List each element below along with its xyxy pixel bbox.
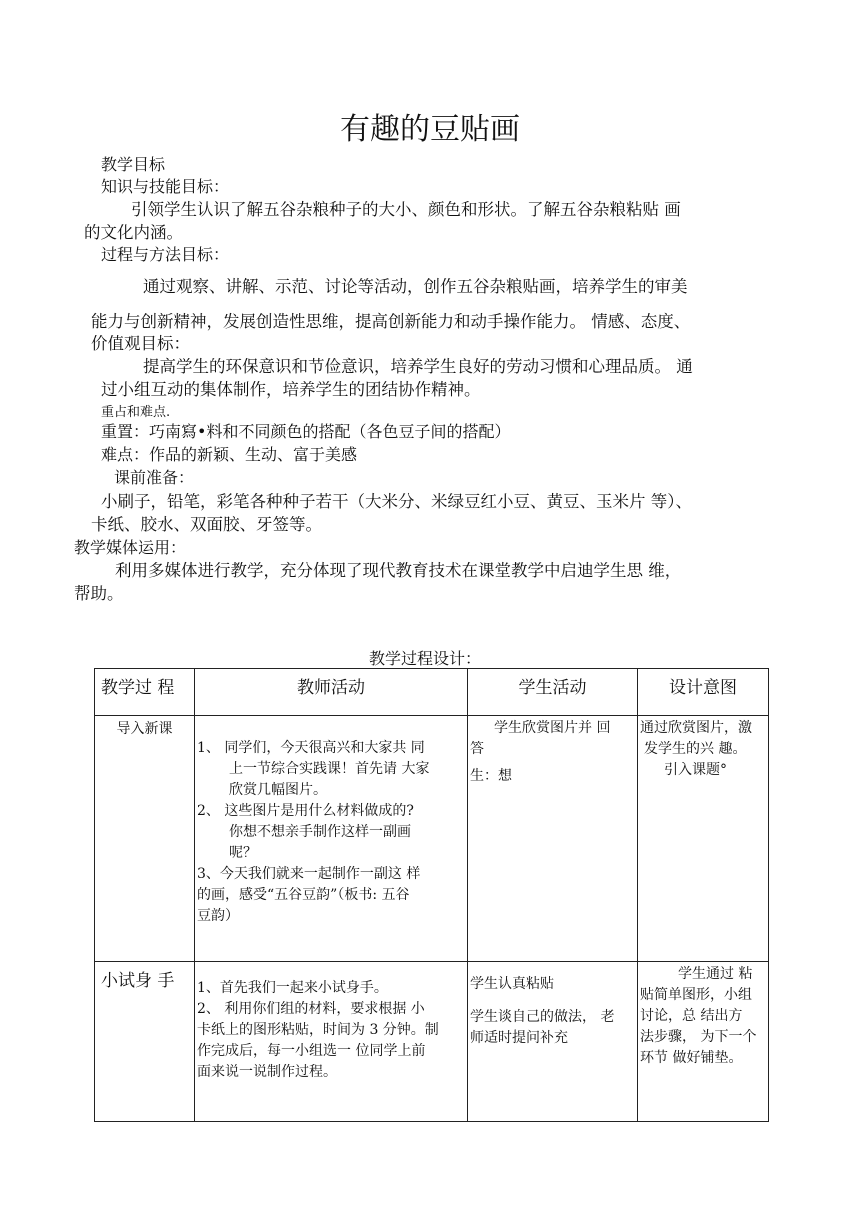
design-intent-cell — [638, 716, 769, 962]
teacher-line: 2、 这些图片是用什么材料做成的? — [197, 803, 414, 819]
teacher-line: 卡纸上的图形粘贴，时间为 3 分钟。制 — [197, 1022, 439, 1038]
teacher-line: 欣赏几幅图片。 — [229, 782, 327, 798]
student-line: 学生认真粘贴 — [470, 976, 554, 992]
intent-line: 法步骤， 为下一个 — [640, 1029, 757, 1045]
header-student-activity: 学生活动 — [468, 669, 638, 716]
intent-line: 发学生的兴 趣。 — [644, 741, 747, 757]
table-row — [95, 962, 769, 1122]
intent-line: 贴简单图形，小组 — [640, 987, 752, 1003]
stage-cell — [95, 716, 195, 962]
student-line: 师适时提问补充 — [470, 1030, 568, 1046]
process-text-line3: 价值观目标： — [91, 334, 190, 353]
key-point-text: 重置：巧南寫•料和不同颜色的搭配（各色豆子间的搭配） — [101, 422, 511, 441]
values-text-line2: 过小组互动的集体制作，培养学生的团结协作精神。 — [101, 380, 481, 399]
knowledge-text-line1: 引领学生认识了解五谷杂粮种子的大小、颜色和形状。了解五谷杂粮粘贴 画 — [131, 200, 681, 219]
knowledge-text-line2: 的文化内涵。 — [84, 223, 183, 242]
table-caption: 教学过程设计： — [369, 649, 482, 668]
process-heading: 过程与方法目标： — [101, 245, 230, 264]
student-line: 生：想 — [470, 768, 512, 784]
prep-text-line2: 卡纸、胶水、双面胶、牙签等。 — [91, 515, 322, 534]
teacher-line: 1、首先我们一起来小试身手。 — [197, 980, 388, 996]
objectives-heading: 教学目标 — [101, 155, 166, 174]
header-design-intent: 设计意图 — [638, 669, 769, 716]
teacher-activity-cell — [195, 962, 468, 1122]
teacher-line: 上一节综合实践课！首先请 大家 — [229, 761, 430, 777]
teacher-line: 1、 同学们，今天很高兴和大家共 同 — [197, 740, 425, 756]
media-text-line1: 利用多媒体进行教学，充分体现了现代教育技术在课堂教学中启迪学生思 维， — [115, 561, 682, 580]
stage-label: 小试身 手 — [101, 971, 175, 991]
student-activity-cell — [468, 962, 638, 1122]
teacher-line: 作完成后，每一小组选一 位同学上前 — [197, 1043, 426, 1059]
difficulty-text: 难点：作品的新颖、生动、富于美感 — [101, 445, 358, 464]
teacher-line: 的画，感受“五谷豆韵”（板书: 五谷 — [197, 887, 410, 903]
intent-line: 通过欣赏图片，激 — [640, 720, 752, 736]
key-points-heading: 重占和难点. — [101, 405, 171, 420]
header-stage: 教学过 程 — [95, 669, 195, 716]
student-line: 答 — [470, 741, 484, 757]
student-activity-cell — [468, 716, 638, 962]
stage-cell — [95, 962, 195, 1122]
header-teacher-activity: 教师活动 — [195, 669, 468, 716]
media-heading: 教学媒体运用： — [74, 538, 187, 557]
prep-heading: 课前准备： — [114, 468, 195, 487]
teacher-line: 你想不想亲手制作这样一副画 — [229, 824, 411, 840]
teacher-line: 豆韵） — [197, 908, 239, 924]
intent-line: 引入课题° — [664, 762, 727, 778]
table-header-row — [95, 669, 769, 716]
student-line: 学生谈自己的做法， 老 — [470, 1009, 615, 1025]
stage-label: 导入新课 — [116, 721, 173, 737]
table-row — [95, 716, 769, 962]
media-text-line2: 帮助。 — [74, 584, 124, 603]
teacher-line: 3、今天我们就来一起制作一副这 样 — [197, 866, 421, 882]
process-text-line1: 通过观察、讲解、示范、讨论等活动，创作五谷杂粮贴画，培养学生的审美 — [143, 277, 688, 296]
prep-text-line1: 小刷子，铅笔，彩笔各种种子若干（大米分、米绿豆红小豆、黄豆、玉米片 等）、 — [101, 492, 692, 511]
teacher-line: 呢？ — [229, 845, 257, 861]
values-text-line1: 提高学生的环保意识和节俭意识，培养学生良好的劳动习惯和心理品质。 通 — [143, 357, 693, 376]
teacher-activity-cell — [195, 716, 468, 962]
intent-line: 学生通过 粘 — [678, 966, 753, 982]
intent-line: 环节 做好铺垫。 — [640, 1050, 743, 1066]
page-title: 有趣的豆贴画 — [340, 112, 520, 147]
teacher-line: 面来说一说制作过程。 — [197, 1064, 337, 1080]
design-intent-cell — [638, 962, 769, 1122]
student-line: 学生欣赏图片并 回 — [494, 720, 611, 736]
process-text-line2: 能力与创新精神，发展创造性思维，提高创新能力和动手操作能力。 情感、态度、 — [91, 312, 691, 331]
intent-line: 讨论，总 结出方 — [640, 1008, 743, 1024]
lesson-process-table — [94, 668, 769, 1122]
knowledge-heading: 知识与技能目标： — [101, 177, 230, 196]
teacher-line: 2、 利用你们组的材料，要求根据 小 — [197, 1001, 425, 1017]
